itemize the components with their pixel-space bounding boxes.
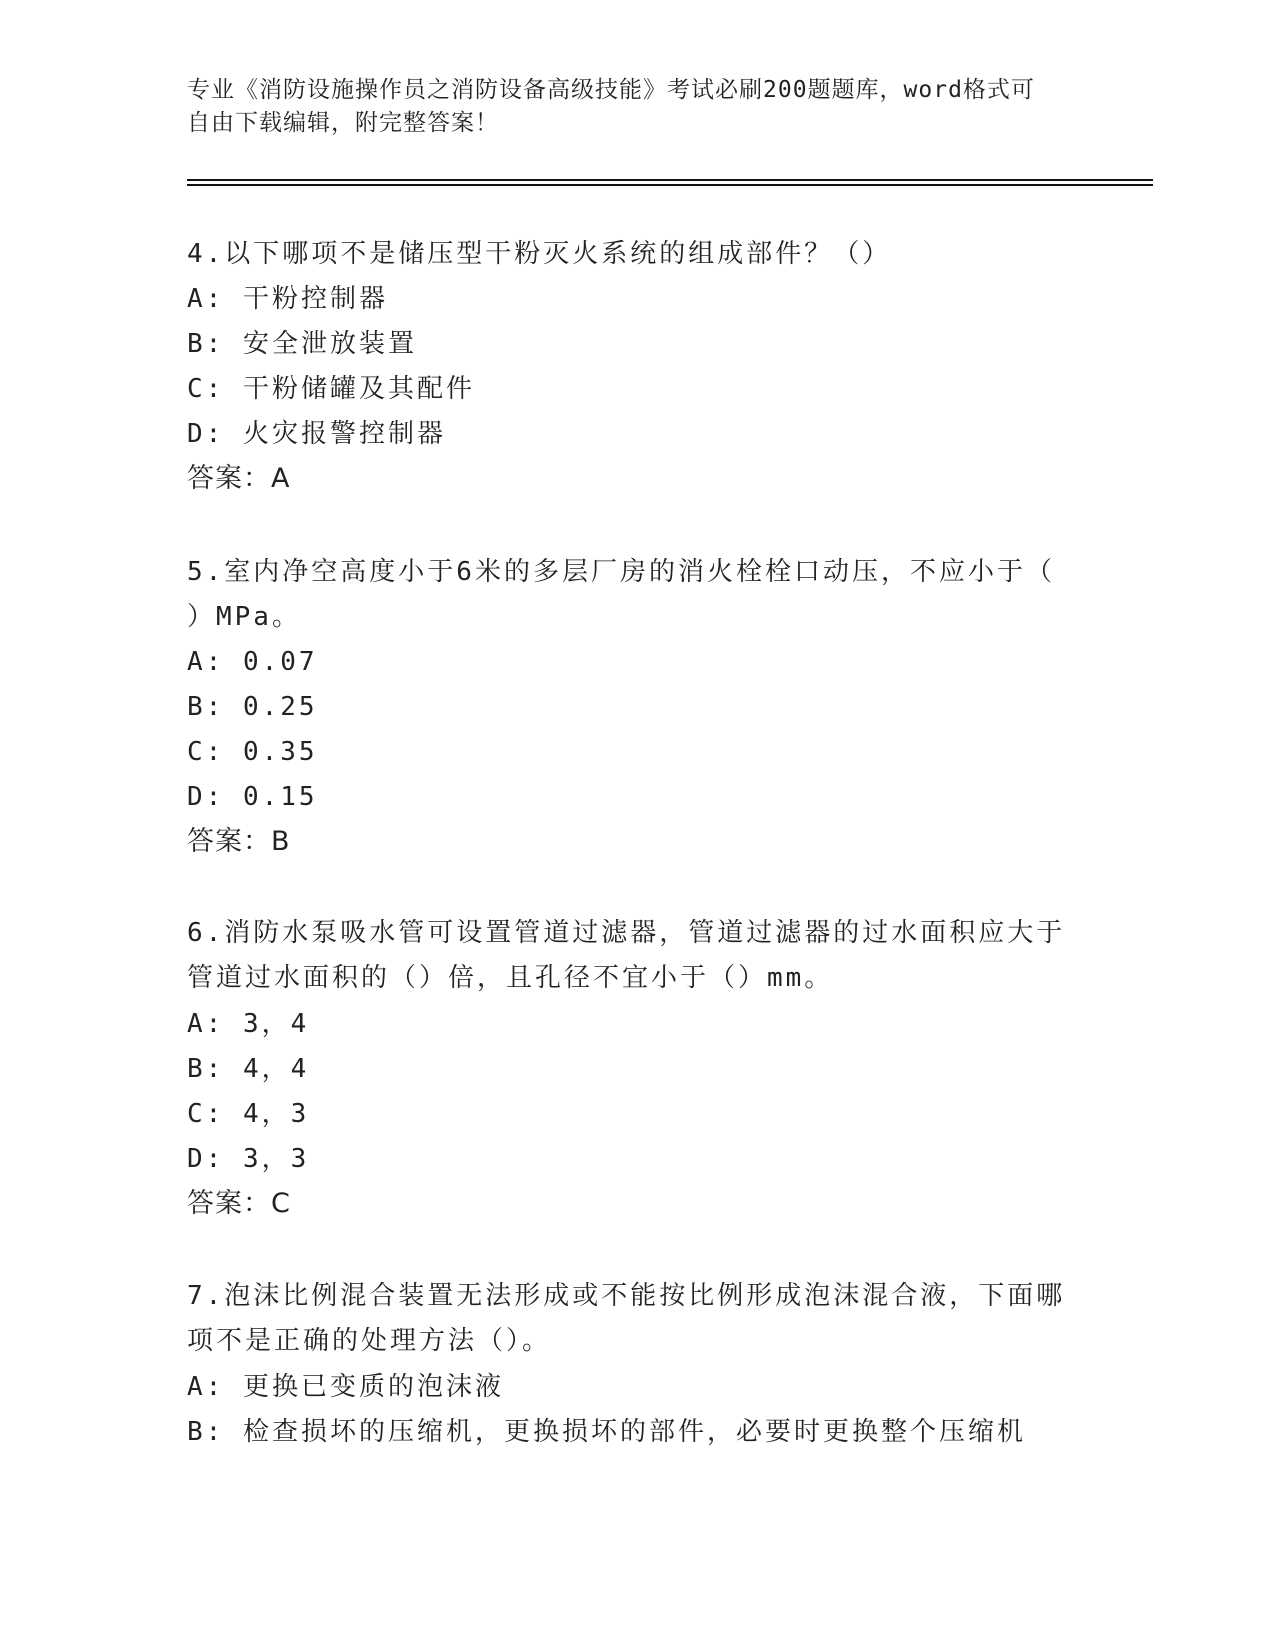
question-6-option-a: A: 3，4 (187, 1009, 310, 1039)
question-5-option-b: B: 0.25 (187, 692, 318, 722)
question-4-answer: 答案：A (187, 463, 291, 494)
question-6-option-c: C: 4，3 (187, 1099, 310, 1129)
question-6-stem-line-2: 管道过水面积的（）倍，且孔径不宜小于（）mm。 (187, 963, 834, 993)
header-line-2: 自由下载编辑，附完整答案！ (187, 110, 499, 136)
question-4-option-c: C: 干粉储罐及其配件 (187, 374, 475, 404)
question-4-option-b: B: 安全泄放装置 (187, 329, 417, 359)
question-4-stem: 4.以下哪项不是储压型干粉灭火系统的组成部件？（） (187, 239, 892, 269)
question-7-stem-line-1: 7.泡沫比例混合装置无法形成或不能按比例形成泡沫混合液，下面哪 (187, 1281, 1066, 1311)
question-5-option-c: C: 0.35 (187, 737, 318, 767)
question-7-option-a: A: 更换已变质的泡沫液 (187, 1372, 504, 1402)
question-7-option-b: B: 检查损坏的压缩机，更换损坏的部件，必要时更换整个压缩机 (187, 1417, 1026, 1447)
question-5-option-a: A: 0.07 (187, 647, 318, 677)
question-4-option-d: D: 火灾报警控制器 (187, 419, 446, 449)
question-5-stem-line-1: 5.室内净空高度小于6米的多层厂房的消火栓栓口动压，不应小于（ (187, 557, 1055, 587)
question-5-option-d: D: 0.15 (187, 782, 318, 812)
question-6-stem-line-1: 6.消防水泵吸水管可设置管道过滤器，管道过滤器的过水面积应大于 (187, 918, 1066, 948)
question-5-stem-line-2: ）MPa。 (187, 602, 301, 632)
question-7-stem-line-2: 项不是正确的处理方法（）。 (187, 1326, 552, 1356)
header-divider-bottom (187, 184, 1153, 186)
question-6-option-d: D: 3，3 (187, 1144, 310, 1174)
document-header (187, 74, 1067, 140)
question-6-option-b: B: 4，4 (187, 1054, 310, 1084)
question-4-option-a: A: 干粉控制器 (187, 284, 388, 314)
header-divider-top (187, 179, 1153, 181)
header-line-1: 专业《消防设施操作员之消防设备高级技能》考试必刷200题题库，word格式可 (187, 77, 1035, 103)
question-6-answer: 答案：C (187, 1188, 291, 1219)
question-5-answer: 答案：B (187, 826, 291, 857)
